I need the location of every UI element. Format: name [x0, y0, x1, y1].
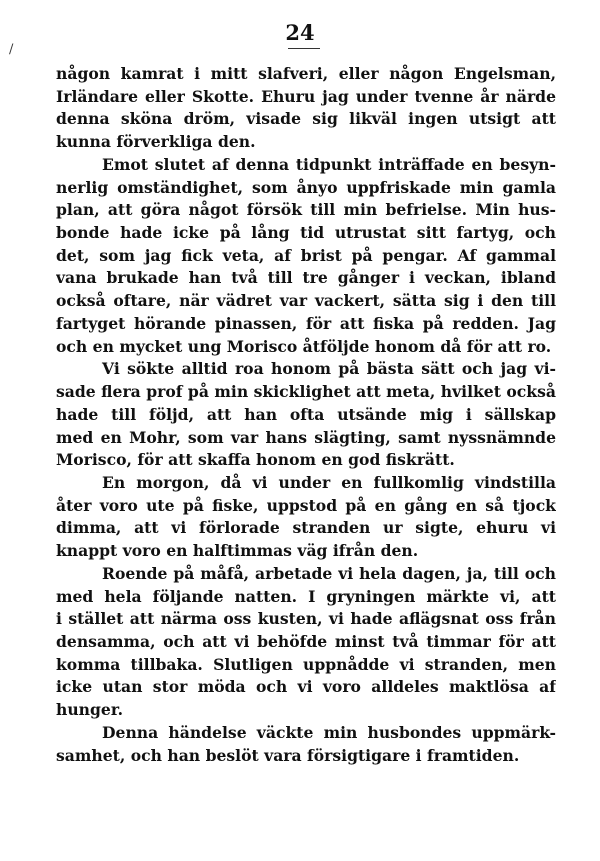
text-line: nerlig omständighet, som ånyo uppfriskade min gamla: [56, 177, 556, 197]
paragraph: [56, 563, 556, 722]
text-line: med en Mohr, som var hans slägting, samt nyssnämnde: [56, 427, 556, 447]
text-line: densamma, och att vi behöfde minst två timmar för att: [56, 631, 556, 651]
text-line: En morgon, då vi under en fullkomlig vindstilla: [102, 472, 556, 492]
text-line: knappt voro en halftimmas väg ifrån den.: [56, 541, 419, 561]
text-line: hade till följd, att han ofta utsände mig i sällskap: [56, 404, 556, 424]
text-line: icke utan stor möda och vi voro alldeles maktlösa af: [56, 677, 556, 697]
text-line: hunger.: [56, 700, 124, 720]
text-line: det, som jag fick veta, af brist på pengar. Af gammal: [56, 245, 556, 265]
paragraph: [56, 472, 556, 563]
text-line: kunna förverkliga den.: [56, 132, 256, 152]
text-line: sade flera prof på min skicklighet att meta, hvilket också: [56, 382, 556, 402]
paragraph: [56, 63, 556, 154]
text-line: i stället att närma oss kusten, vi hade aflägsnat oss från: [56, 609, 556, 629]
text-line: Vi sökte alltid roa honom på bästa sätt och jag vi-: [102, 359, 556, 379]
page-number-rule: [288, 48, 320, 49]
text-line: fartyget hörande pinassen, för att fiska på redden. Jag: [56, 313, 556, 333]
body-text: [56, 63, 556, 767]
text-line: denna sköna dröm, visade sig likväl ingen utsigt att: [56, 109, 556, 129]
page-number: 24: [285, 20, 315, 45]
text-line: Emot slutet af denna tidpunkt inträffade en besyn-: [102, 154, 556, 174]
text-line: med hela följande natten. I gryningen märkte vi, att: [56, 586, 556, 606]
text-line: bonde hade icke på lång tid utrustat sitt fartyg, och: [56, 223, 556, 243]
paragraph: [56, 154, 556, 358]
text-line: Roende på måfå, arbetade vi hela dagen, ja, till och: [102, 563, 556, 583]
paragraph: [56, 358, 556, 472]
text-line: åter voro ute på fiske, uppstod på en gång en så tjock: [56, 495, 556, 515]
paragraph: [56, 722, 556, 767]
text-line: samhet, och han beslöt vara försigtigare i framtiden.: [56, 745, 520, 765]
text-line: någon kamrat i mitt slafveri, eller någon Engelsman,: [56, 64, 556, 83]
text-line: dimma, att vi förlorade stranden ur sigte, ehuru vi: [56, 518, 556, 538]
text-line: Morisco, för att skaffa honom en god fiskrätt.: [56, 450, 455, 470]
text-line: Denna händelse väckte min husbondes uppmärk-: [102, 722, 556, 742]
text-line: vana brukade han två till tre gånger i veckan, ibland: [56, 268, 556, 288]
text-line: Irländare eller Skotte. Ehuru jag under tvenne år närde: [56, 86, 556, 106]
text-line: också oftare, när vädret var vackert, sätta sig i den till: [56, 291, 556, 311]
margin-mark: /: [9, 42, 14, 57]
text-line: komma tillbaka. Slutligen uppnådde vi stranden, men: [56, 654, 556, 674]
text-line: och en mycket ung Morisco åtföljde honom då för att ro.: [56, 336, 552, 356]
text-line: plan, att göra något försök till min befrielse. Min hus-: [56, 200, 556, 220]
